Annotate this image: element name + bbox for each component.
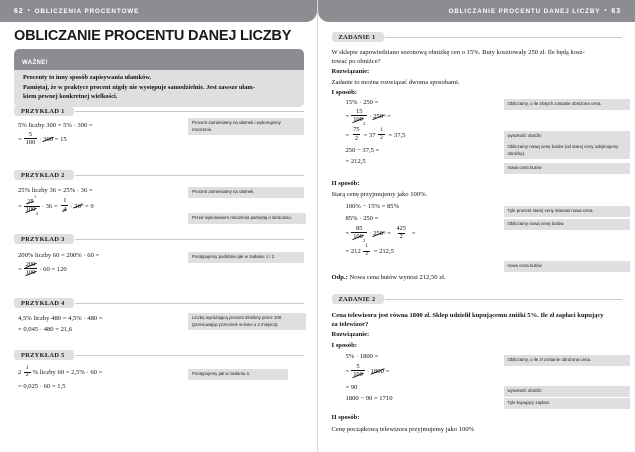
side-note: Przed wykonaniem mnożenia pamiętaj o skracaniu. [188,213,306,224]
fraction-numerator: 5 [28,130,33,138]
task2-statement-line1: Cena telewizora jest równa 1800 zł. Sklep udzielił kupującemu zniżki 5%. Ile zł zapłaci kupujący [331,312,604,319]
task-rule-2 [385,299,621,300]
example-label-4: PRZYKŁAD 4 [14,298,74,308]
fraction [24,132,38,147]
math-result: = 120 [51,265,67,273]
task1-statement-line1: W sklepie zapowiedziano sezonową obniżkę cen o 15%. Buty kosztowały 250 zł. Ile będą kosz- [331,49,585,56]
task-header-1 [332,32,622,42]
example-rule-1 [75,111,304,112]
mixed-number [369,129,387,142]
fraction [378,128,385,141]
side-note: Procent zamieniamy na ułamek i wykonujemy mnożenie. [188,118,304,135]
math-line: 4,5% liczby 480 = 4,5% · 480 = [18,315,103,322]
task1-intro: Zadanie to można rozwiązać dwoma sposobami. [331,79,460,86]
task1-method1-math [346,99,406,167]
task1-method2-intro: Starą cenę przyjmujemy jako 100%. [331,191,428,198]
math-line: 15% · 250 = [345,99,379,106]
fraction-denominator: 100 [25,138,36,146]
important-box [14,49,304,107]
cancelled-number: 300 [43,135,54,143]
math-line: = $\frac{75}{2}$ = 37 $\frac{1}{2}$ = 37,5 [345,126,406,142]
example-header-4 [14,298,304,308]
fraction-numerator: 1 [63,197,67,205]
fraction-numerator: 75 [353,126,360,134]
side-note: nowa cena butów [504,163,630,174]
side-note: Tyle kupujący zapłaci. [504,398,630,409]
math-line: = $\frac{200}{100}$ · 60 = 120 [18,260,67,276]
side-note: Liczbę wyrażającą procent dzielimy przez 100 (przesuwając przecinek w lewo o 2 miejsca). [188,313,306,330]
mixed-number [18,366,33,379]
example-header-1 [14,106,304,116]
task1-answer [332,274,446,281]
answer-text: Nowa cena butów wynosi 212,50 zł. [349,274,446,281]
side-note: Obliczamy nową cenę butów (od starej ceny odejmujemy obniżkę). [504,142,630,159]
cancelled-number: 250 [373,230,384,238]
math-line: 85% · 250 = [345,215,379,222]
right-section-name: OBLICZANIE PROCENTU DANEJ LICZBY [448,7,601,15]
math-result: = 15 [54,135,67,143]
important-line: Procenty to inny sposób zapisywania ułamków. [23,74,152,81]
fraction [394,226,408,241]
fraction-numerator: 1 [365,243,369,250]
task1-method2-math [346,203,416,260]
side-note: Obliczamy, o ile zł zostanie obniżona cena. [504,355,630,366]
task1-method1-label: I sposób: [331,89,357,96]
example-label-5: PRZYKŁAD 5 [14,350,74,360]
answer-prefix: Odp.: [331,274,348,281]
example-math-1 [18,122,93,149]
right-page [318,0,635,452]
math-line: 25% liczby 36 = 25% · 36 = [18,187,93,194]
left-section-name: OBLICZENIA PROCENTOWE [34,7,140,15]
side-note: Postępujemy jak w zadaniu 4. [188,369,288,380]
right-runhead-separator: • [604,8,608,14]
fraction [351,226,367,242]
left-runhead-separator: • [27,8,31,14]
side-note: nowa cena butów [504,261,630,272]
task2-method1-label: I sposób: [331,342,357,349]
side-note: Postępujemy podobnie jak w zadaniu 1 i 2. [188,252,304,263]
task-header-2 [332,294,622,304]
math-line: 100% − 15% = 85% [345,203,400,210]
example-header-5 [14,350,304,360]
task1-method2-label: II sposób: [331,180,360,187]
important-box-body [14,70,304,101]
math-line: 200% liczby 60 = 200% · 60 = [18,252,100,259]
math-line: = 212,5 [345,157,366,165]
math-rest: % liczby 60 = 2,5% · 60 = [32,369,103,377]
example-label-2: PRZYKŁAD 2 [14,170,74,180]
fraction-denominator: 100 [25,268,36,276]
example-label-1: PRZYKŁAD 1 [14,106,74,116]
task2-method1-math [346,353,393,404]
fraction-denominator: 2 [365,251,369,258]
example-rule-3 [75,239,304,240]
fraction [24,193,40,216]
fraction-denominator: 100 [353,370,363,378]
left-running-head [0,0,317,22]
task1-statement-line2: tować po obniżce? [331,58,381,65]
task2-method2-label: II sposób: [331,414,360,421]
mixed-whole: 37 [368,131,376,139]
task-label-1: ZADANIE 1 [332,32,385,42]
math-result: = 9 [85,202,94,210]
fraction-denominator: 2 [354,134,359,142]
fraction-numerator: 200 [25,260,36,268]
left-page-number: 62 [14,7,24,15]
cancelled-number: 36 [74,202,81,210]
math-line: = $\frac{15}{100_2}$ · 250 5 = [345,107,391,126]
example-math-4 [18,315,103,335]
math-decimal: = 37,5 [388,131,406,139]
math-line: = 0,045 · 480 = 21,6 [18,326,73,333]
fraction-numerator: 425 [396,225,407,233]
fraction-numerator: 1 [25,364,29,371]
important-box-header [14,49,304,70]
side-note: Obliczamy nową cenę butów. [504,219,630,230]
fraction-numerator: 1 [380,127,383,134]
important-line: Pamiętaj, że w praktyce procent nigdy nie występuje samodzielnie. Jest zawsze ułam- [23,83,255,91]
task2-statement-line2: za telewizor? [331,321,369,328]
cancelled-number: 250 [373,113,384,121]
right-running-head [318,0,635,22]
fraction-denominator: 2 [25,372,29,379]
fraction [24,366,31,379]
important-line: kiem pewnej konkretnej wielkości. [23,93,118,101]
fraction-denominator: 2 [380,134,383,141]
fraction [351,127,361,142]
math-line: 5% · 1800 = [345,353,379,360]
fraction-numerator: $25^1$ [27,193,37,205]
fraction [24,262,38,277]
task2-method2-intro: Cenę początkową telewizora przyjmujemy jako 100% [331,426,475,433]
fraction [61,198,68,213]
math-line: = 0,025 · 60 = 1,5 [18,383,66,391]
task-label-2: ZADANIE 2 [332,294,385,304]
right-page-number: 63 [611,7,621,15]
fraction [351,364,365,379]
fraction-numerator: 85 [356,224,363,232]
mixed-whole: 212 [350,248,361,256]
fraction-numerator: 5 [356,362,360,370]
example-header-3 [14,234,304,244]
side-note: Obliczamy, o ile złotych zostanie obniżona cena. [504,99,630,110]
mixed-number [351,245,372,258]
side-note: Tyle procent starej ceny stanowi nowa cena. [504,206,630,217]
task-rule-1 [385,37,621,38]
task2-solution-label: Rozwiązanie: [331,331,370,338]
fraction-numerator: 15 [356,107,363,115]
example-rule-5 [75,355,304,356]
example-math-2 [18,187,94,217]
example-label-3: PRZYKŁAD 3 [14,234,74,244]
example-rule-2 [75,175,304,176]
side-note: wysokość obniżki [504,386,630,397]
math-line [18,366,102,379]
fraction [363,244,370,257]
math-line: = $\frac{25^1}{100_4}$ · 36 = $\frac{1}{4}$ · 36 9 = 9 [18,193,94,216]
math-line: 250 − 37,5 = [345,146,380,154]
side-note: Procent zamieniamy na ułamek. [188,187,304,198]
mixed-whole: 2 [18,369,22,377]
math-line: = $\frac{5}{100}$ · 300 = 15 [18,130,67,146]
example-math-5 [18,366,102,392]
fraction-denominator: 2 [399,233,403,241]
fraction-denominator: $100_2$ [353,232,366,243]
side-note: wysokość obniżki [504,131,630,142]
math-decimal: = 212,5 [373,248,394,256]
fraction [351,109,367,125]
math-line: = 212 $\frac{1}{2}$ = 212,5 [345,243,394,258]
chapter-title: OBLICZANIE PROCENTU DANEJ LICZBY [14,28,292,44]
example-math-3 [18,252,99,279]
task1-solution-label: Rozwiązanie: [331,68,370,75]
cancelled-number: 1800 [370,367,384,375]
fraction-denominator: $100_4$ [25,206,38,216]
multiplier: 60 [43,265,50,273]
fraction-denominator: $100_2$ [353,115,366,126]
example-rule-4 [75,303,304,304]
important-box-label: WAŻNE! [22,59,49,66]
math-line: = 90 [345,383,358,391]
math-line: 1800 − 90 = 1710 [345,394,393,402]
multiplier: 36 [45,202,53,210]
fraction-denominator: 4 [63,205,67,213]
math-line: 5% liczby 300 = 5% · 300 = [18,122,93,129]
math-line: = $\frac{5}{100}$ · 1800 = [345,362,390,378]
example-header-2 [14,170,304,180]
math-line: = $\frac{85}{100_2}$ · 250 5 = $\frac{425}{2}$ = [345,224,416,243]
